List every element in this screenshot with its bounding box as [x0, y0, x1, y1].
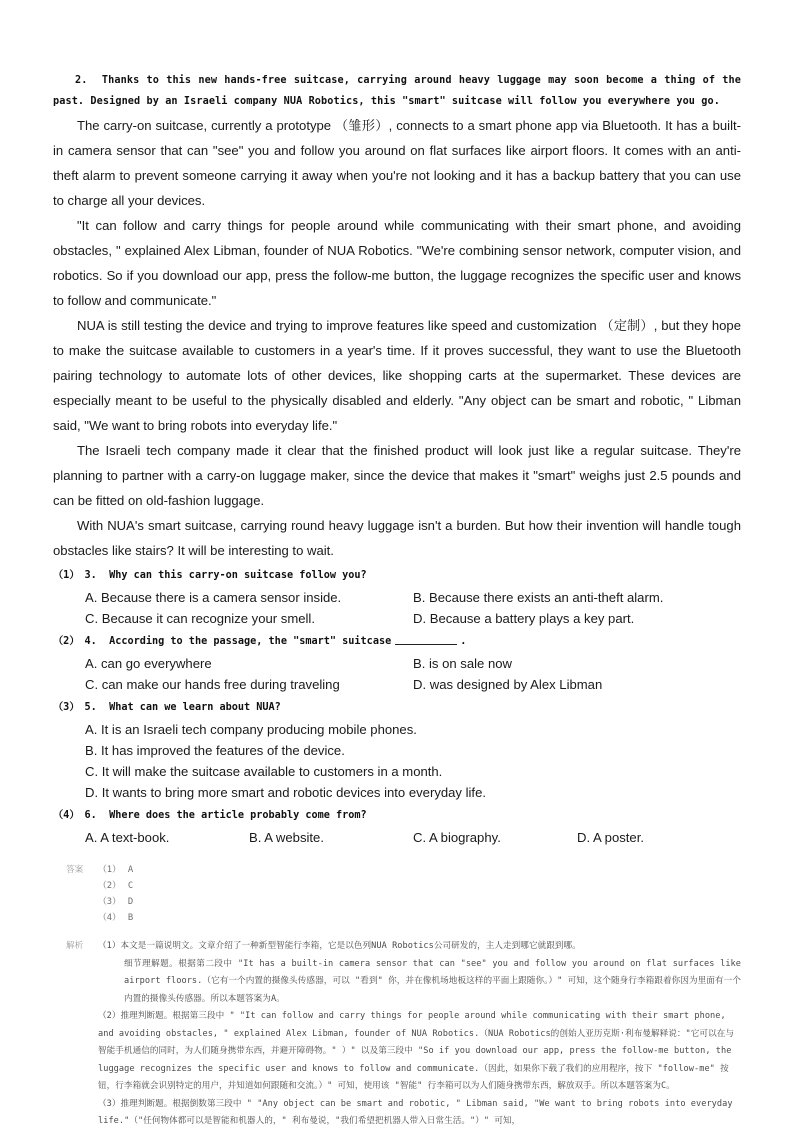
- answer-key-section: [53, 862, 741, 926]
- option-6-a[interactable]: A. A text-book.: [85, 830, 170, 845]
- analysis-section: [53, 938, 741, 1131]
- question-number-4: 4.: [84, 636, 97, 647]
- passage-paragraph-1: [53, 113, 741, 213]
- paragraph-text: NUA is still testing the device and trying to improve features like speed and customization （定制）, but they hope to make the suitcase available to customers in a year's time. If it proves successful, they want to use the Bluetooth pairing technology to automate lots of other devices, like shopping carts at the supermarket. These devices are especially meant to be useful to the physically disabled and elderly. "Any object can be smart and robotic, " Libman said, "We want to bring robots into everyday life.": [53, 318, 741, 433]
- question-options-4-row1: [53, 653, 741, 674]
- analysis-item-1-cont: 细节理解题。根据第二段中 "It has a built-in camera sensor that can "see" you and follow you around on flat surfaces like airport floors.（它有一个内置的摄像头传感器，可以 "看到" 你，并在像机场地板这样的平面上跟随你。）" 可知，这个随身行李箱跟着你因为里面有一个内置的摄像头传感器。所以本题答案为A。: [124, 958, 741, 1004]
- passage-paragraph-5: [53, 513, 741, 563]
- answer-key-row-4: [98, 910, 133, 926]
- answer-letter-2: C: [127, 881, 134, 891]
- question-number-5: 5.: [84, 702, 97, 713]
- analysis-item-3: [98, 1096, 741, 1131]
- option-6-c[interactable]: C. A biography.: [413, 830, 501, 845]
- question-paren-4: （2）: [53, 636, 80, 647]
- answer-key-list: [98, 862, 133, 926]
- answer-paren-2: （2）: [98, 881, 121, 891]
- answer-key-row-1: [98, 862, 133, 878]
- question-text-6: Where does the article probably come from?: [109, 810, 367, 821]
- option-5-c[interactable]: C. It will make the suitcase available to customers in a month.: [85, 764, 443, 779]
- question-options-6: [53, 827, 741, 848]
- question-options-3-row1: [53, 587, 741, 608]
- question-options-4-row2: [53, 674, 741, 695]
- answer-letter-1: A: [127, 865, 134, 875]
- question-number-6: 6.: [84, 810, 97, 821]
- analysis-item-3-head: （3）推理判断题。根据倒数第三段中 " "Any object can be smart and robotic, " Libman said, "We want to bring robots into everyday life."（"任何物体都可以是智能和机器人的，" 利布曼说，"我们希望把机器人带入日常生活。"）" 可知，: [98, 1098, 733, 1126]
- analysis-body: [98, 938, 741, 1131]
- paragraph-text: The Israeli tech company made it clear that the finished product will look just like a regular suitcase. They're planning to partner with a carry-on luggage maker, since the device that makes it "smart" weighs just 2.5 pounds and can be fitted on old-fashion luggage.: [53, 443, 741, 508]
- analysis-item-2: [98, 1008, 741, 1096]
- option-3-d[interactable]: D. Because a battery plays a key part.: [413, 611, 635, 626]
- question-block-5: [53, 697, 741, 803]
- option-3-a[interactable]: A. Because there is a camera sensor inside.: [85, 590, 342, 605]
- passage-heading: [53, 70, 741, 112]
- question-paren-5: （3）: [53, 702, 80, 713]
- question-stem-3: [53, 565, 741, 587]
- option-5-d[interactable]: D. It wants to bring more smart and robotic devices into everyday life.: [85, 785, 486, 800]
- answer-key-row-3: [98, 894, 133, 910]
- analysis-item-1-head: （1）本文是一篇说明文。文章介绍了一种新型智能行李箱，它是以色列NUA Robotics公司研发的，主人走到哪它就跟到哪。: [98, 941, 581, 951]
- paragraph-text: "It can follow and carry things for people around while communicating with their smart phone, and avoiding obstacles, " explained Alex Libman, founder of NUA Robotics. "We're combining sensor network, computer vision, and robotics. So if you download our app, press the follow-me button, the luggage recognizes the specific user and knows to follow and communicate.": [53, 218, 741, 308]
- paragraph-text: With NUA's smart suitcase, carrying round heavy luggage isn't a burden. But how their invention will handle tough obstacles like stairs? It will be interesting to wait.: [53, 518, 741, 558]
- analysis-item-2-head: （2）推理判断题。根据第三段中 " "It can follow and carry things for people around while communicating with their smart phone, and avoiding obstacles, " explained Alex Libman, founder of NUA Robotics.（NUA Robotics的创始人亚历克斯·利布曼解释说："它可以在与智能手机通信的同时，为人们随身携带东西，并避开障碍物。" ）" 以及第三段中 "So if you download our app, press the follow-me button, the luggage recognizes the specific user and knows to follow and communicate.（因此，如果你下载了我们的应用程序，按下 "follow-me" 按钮，行李箱就会识别特定的用户，并知道如何跟随和交流。）" 可知，使用该 "智能" 行李箱可以为人们随身携带东西，解放双手。所以本题答案为C。: [98, 1011, 734, 1091]
- answer-letter-3: D: [127, 897, 134, 907]
- question-text-5: What can we learn about NUA?: [109, 702, 281, 713]
- passage-paragraph-2: [53, 213, 741, 313]
- question-block-6: [53, 805, 741, 848]
- paragraph-text: The carry-on suitcase, currently a prototype （雏形）, connects to a smart phone app via Bluetooth. It has a built-in camera sensor that can "see" you and follow you around on flat surfaces like airport floors. It comes with an anti-theft alarm to prevent someone carrying it away when you're not looking and it has a backup battery that you can use to charge all your devices.: [53, 118, 741, 208]
- question-stem-4: [53, 631, 741, 653]
- analysis-item-1: [98, 938, 741, 1008]
- answer-key-label: 答案: [66, 865, 84, 875]
- question-text-3: Why can this carry-on suitcase follow you?: [109, 570, 367, 581]
- question-stem-5: [53, 697, 741, 719]
- option-4-d[interactable]: D. was designed by Alex Libman: [413, 677, 603, 692]
- question-options-5: [53, 719, 741, 803]
- answer-paren-3: （3）: [98, 897, 121, 907]
- question-paren-6: （4）: [53, 810, 80, 821]
- question-text-4: According to the passage, the "smart" suitcase: [109, 636, 392, 647]
- question-block-4: [53, 631, 741, 695]
- question-stem-6: [53, 805, 741, 827]
- option-6-b[interactable]: B. A website.: [249, 830, 324, 845]
- analysis-label: 解析: [66, 941, 84, 951]
- question-number-3: 3.: [84, 570, 97, 581]
- option-3-c[interactable]: C. Because it can recognize your smell.: [85, 611, 315, 626]
- option-4-b[interactable]: B. is on sale now: [413, 656, 512, 671]
- answer-letter-4: B: [127, 913, 134, 923]
- option-6-d[interactable]: D. A poster.: [577, 830, 644, 845]
- passage-paragraph-3: [53, 313, 741, 438]
- answer-paren-1: （1）: [98, 865, 121, 875]
- answer-paren-4: （4）: [98, 913, 121, 923]
- passage-heading-number: 2.: [75, 75, 88, 86]
- question-options-3-row2: [53, 608, 741, 629]
- option-5-b[interactable]: B. It has improved the features of the device.: [85, 743, 345, 758]
- answer-key-row-2: [98, 878, 133, 894]
- answer-blank-4[interactable]: [395, 635, 457, 645]
- question-paren-3: （1）: [53, 570, 80, 581]
- passage-heading-text: Thanks to this new hands-free suitcase, carrying around heavy luggage may soon become a thing of the past. Designed by an Israeli company NUA Robotics, this "smart" suitcase will follow you everywhere you go.: [53, 75, 741, 107]
- question-block-3: [53, 565, 741, 629]
- option-5-a[interactable]: A. It is an Israeli tech company producing mobile phones.: [85, 722, 417, 737]
- option-4-a[interactable]: A. can go everywhere: [85, 656, 212, 671]
- passage-paragraph-4: [53, 438, 741, 513]
- question-text-4-tail: .: [460, 636, 467, 647]
- option-4-c[interactable]: C. can make our hands free during traveling: [85, 677, 340, 692]
- option-3-b[interactable]: B. Because there exists an anti-theft alarm.: [413, 590, 664, 605]
